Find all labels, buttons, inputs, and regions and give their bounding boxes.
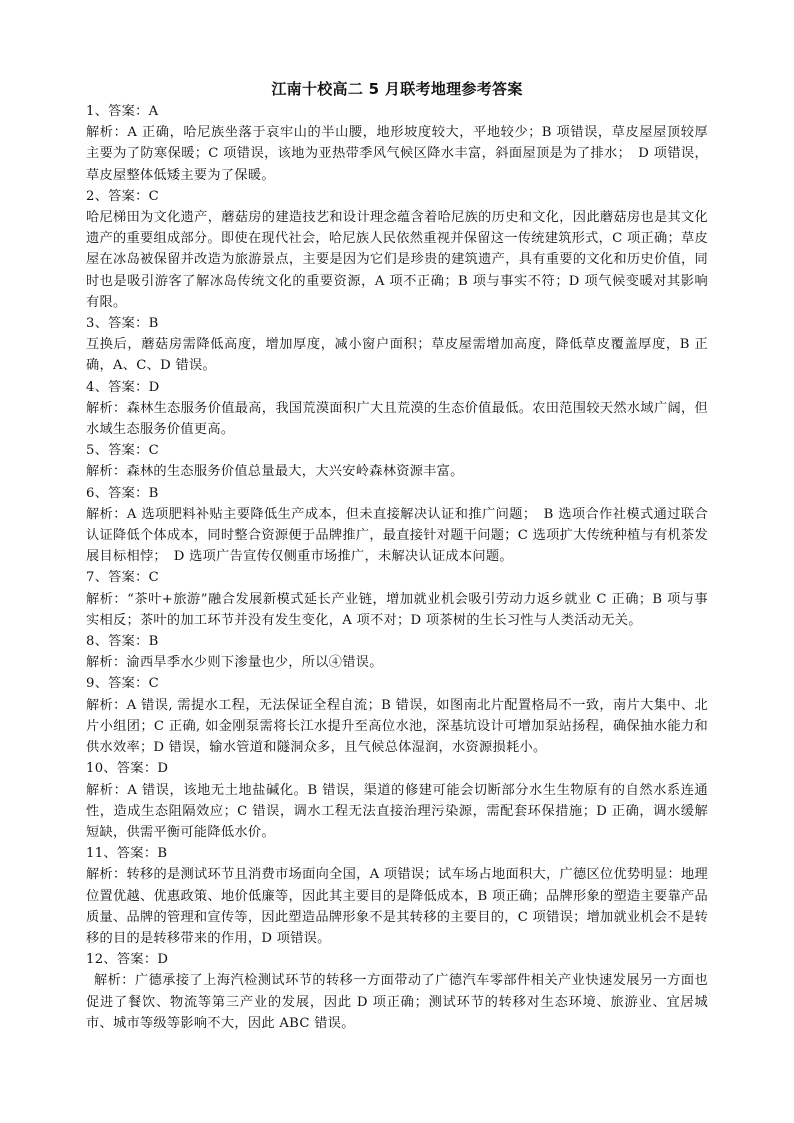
answer-line: 2、答案：C	[86, 188, 160, 204]
answer-list	[86, 101, 708, 1034]
answer-item	[86, 313, 708, 377]
answer-line: 1、答案：A	[86, 104, 159, 119]
explanation-paragraph: 哈尼梯田为文化遗产，蘑菇房的建造技艺和设计理念蕴含着哈尼族的历史和文化，因此蘑菇房也是其文化遗产的重要组成部分。即使在现代社会，哈尼族人民依然重视并保留这一传统建筑形式，C 项正确；草皮屋在冰岛被保留并改造为旅游景点，主要是因为它们是珍贵的建筑遗产，具有重要的文化和历史价值，同时也是吸引游客了解冰岛传统文化的重要资源，A 项不正确；B 项与事实不符；D 项气候变暖对其影响有限。	[86, 210, 708, 310]
explanation-paragraph: 解析：“茶叶+旅游”融合发展新模式延长产业链，增加就业机会吸引劳动力返乡就业 C 正确；B 项与事实相反；茶叶的加工环节并没有发生变化，A 项不对；D 项茶树的生长习性与人类活动无关。	[86, 591, 708, 628]
answer-line: 7、答案：C	[86, 570, 160, 586]
answer-item	[86, 186, 708, 313]
document-title: 江南十校高二 5 月联考地理参考答案	[271, 80, 523, 98]
answer-item	[86, 567, 708, 631]
explanation-paragraph: 互换后，蘑菇房需降低高度，增加厚度，减小窗户面积；草皮屋需增加高度，降低草皮覆盖厚度，B 正确，A、C、D 错误。	[86, 337, 708, 374]
answer-item	[86, 483, 708, 568]
answer-item	[86, 101, 708, 186]
explanation-paragraph: 解析：转移的是测试环节且消费市场面向全国，A 项错误；试车场占地面积大，广德区位优势明显：地理位置优越、优惠政策、地价低廉等，因此其主要目的是降低成本，B 项正确；品牌形象的塑造主要靠产品质量、品牌的管理和宣传等，因此塑造品牌形象不是其转移的主要目的，C 项错误；增加就业机会不是转移的目的是转移带来的作用，D 项错误。	[86, 867, 708, 946]
answer-line: 12、答案：D	[86, 952, 169, 968]
explanation-paragraph: 解析：广德承接了上海汽检测试环节的转移一方面带动了广德汽车零部件相关产业快速发展另一方面也促进了餐饮、物流等第三产业的发展，因此 D 项正确；测试环节的转移对生态环境、旅游业、宜居城市、城市等级等影响不大，因此 ABC 错误。	[86, 973, 708, 1031]
answer-line: 9、答案：C	[86, 676, 160, 692]
answer-line: 6、答案：B	[86, 485, 159, 501]
answer-line: 5、答案：C	[86, 443, 160, 459]
answer-line: 4、答案：D	[86, 379, 160, 395]
answer-item	[86, 949, 708, 1034]
explanation-paragraph: 解析：A 正确，哈尼族坐落于哀牢山的半山腰，地形坡度较大，平地较少；B 项错误，草皮屋屋顶较厚主要为了防寒保暖；C 项错误，该地为亚热带季风气候区降水丰富，斜面屋顶是为了排水； D 项错误，草皮屋整体低矮主要为了保暖。	[86, 125, 708, 183]
explanation-paragraph: 解析：森林的生态服务价值总量最大，大兴安岭森林资源丰富。	[86, 464, 464, 480]
answer-item	[86, 673, 708, 758]
answer-item	[86, 440, 708, 482]
answer-item	[86, 377, 708, 441]
explanation-paragraph: 解析：渝西旱季水少则下渗量也少，所以④错误。	[86, 655, 383, 671]
explanation-paragraph: 解析：森林生态服务价值最高，我国荒漠面积广大且荒漠的生态价值最低。农田范围较天然水域广阔，但水域生态服务价值更高。	[86, 400, 708, 438]
answer-line: 3、答案：B	[86, 316, 159, 332]
answer-line: 10、答案：D	[86, 761, 169, 777]
answer-line: 11、答案：B	[86, 846, 168, 862]
explanation-paragraph: 解析：A 错误，该地无土地盐碱化。B 错误，渠道的修建可能会切断部分水生生物原有的自然水系连通性，造成生态阻隔效应；C 错误，调水工程无法直接治理污染源，需配套环保措施；D 正确，调水缓解短缺，供需平衡可能降低水价。	[86, 782, 708, 840]
answer-item	[86, 631, 708, 673]
answer-item	[86, 843, 708, 949]
explanation-paragraph: 解析：A 错误, 需提水工程，无法保证全程自流；B 错误，如图南北片配置格局不一致，南片大集中、北片小组团；C 正确, 如金刚泵需将长江水提升至高位水池，深基坑设计可增加泵站扬程，确保抽水能力和供水效率；D 错误，输水管道和隧洞众多，且气候总体湿润，水资源损耗小。	[86, 697, 708, 756]
explanation-paragraph: 解析：A 选项肥料补贴主要降低生产成本，但未直接解决认证和推广问题； B 选项合作社模式通过联合认证降低个体成本，同时整合资源便于品牌推广，最直接针对题干问题；C 选项扩大传统种植与有机茶发展目标相悖； D 选项广告宣传仅侧重市场推广，未解决认证成本问题。	[86, 506, 708, 565]
answer-item	[86, 758, 708, 843]
answer-line: 8、答案：B	[86, 634, 159, 650]
